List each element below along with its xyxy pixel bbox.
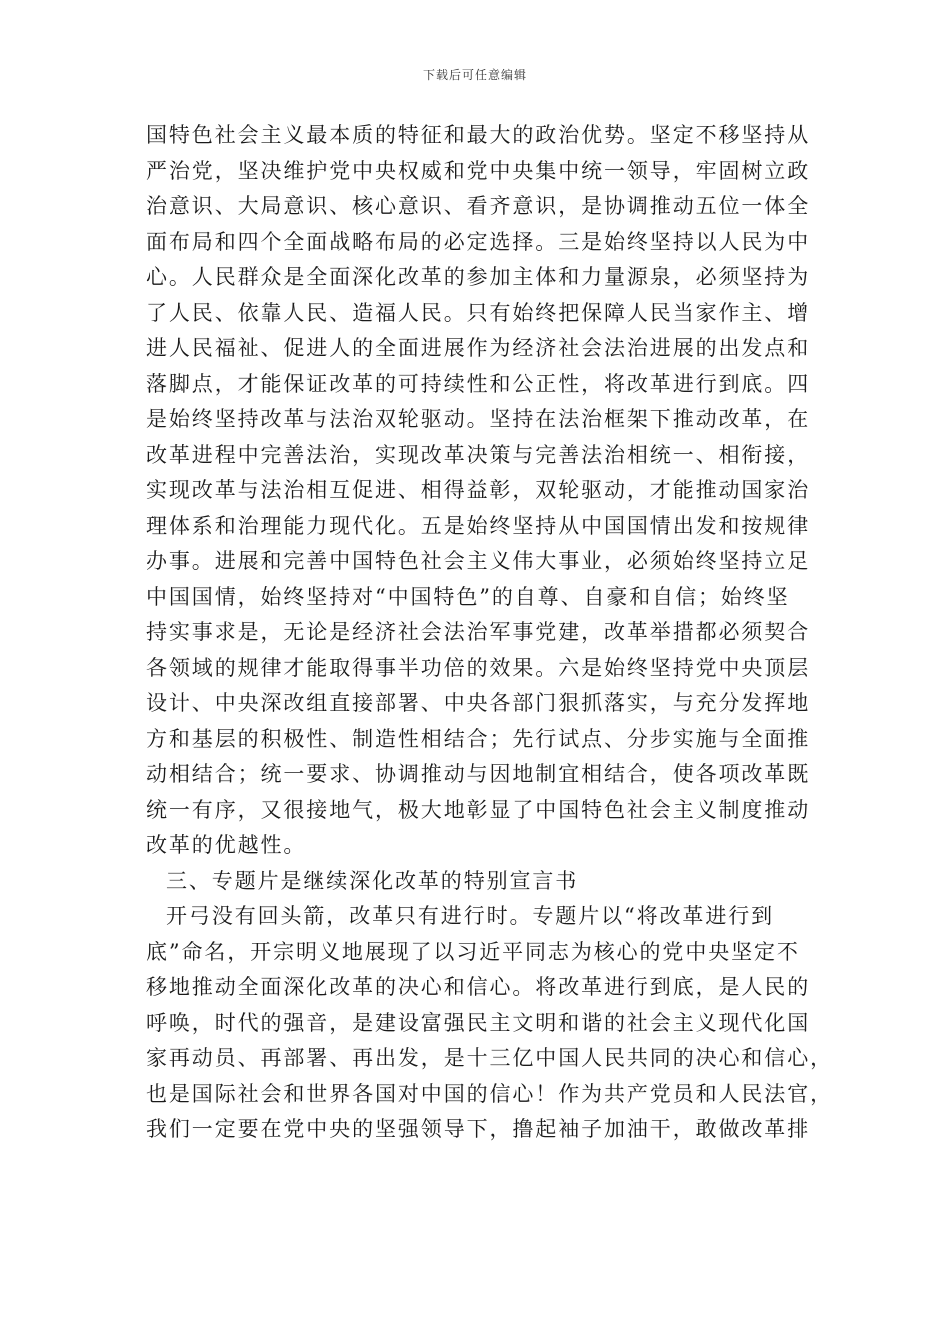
text-line: 改革进程中完善法治，实现改革决策与完善法治相统一、相衔接， — [146, 442, 811, 467]
text-line: 改革的优越性。 — [146, 833, 307, 857]
text-line: 严治党，坚决维护党中央权威和党中央集中统一领导，牢固树立政 — [146, 158, 811, 183]
text-line: 落脚点，才能保证改革的可持续性和公正性，将改革进行到底。四 — [146, 371, 811, 396]
text-line: 进人民福祉、促进人的全面进展作为经济社会法治进展的出发点和 — [146, 336, 811, 360]
text-line: 办事。进展和完善中国特色社会主义伟大事业，必须始终坚持立足 — [146, 549, 811, 573]
text-line: 家再动员、再部署、再出发，是十三亿中国人民共同的决心和信心， — [146, 1046, 833, 1070]
text-line: 也是国际社会和世界各国对中国的信心！作为共产党员和人民法官， — [146, 1081, 833, 1106]
text-line: 中国国情，始终坚持对“中国特色”的自尊、自豪和自信；始终坚 — [146, 584, 790, 609]
text-line: 了人民、依靠人民、造福人民。只有始终把保障人民当家作主、增 — [146, 300, 811, 325]
text-line: 实现改革与法治相互促进、相得益彰，双轮驱动，才能推动国家治 — [146, 478, 811, 502]
text-line: 呼唤，时代的强音，是建设富强民主文明和谐的社会主义现代化国 — [146, 1010, 811, 1035]
text-line: 心。人民群众是全面深化改革的参加主体和力量源泉，必须坚持为 — [146, 265, 811, 289]
text-line: 理体系和治理能力现代化。五是始终坚持从中国国情出发和按规律 — [146, 513, 811, 538]
text-line: 移地推动全面深化改革的决心和信心。将改革进行到底，是人民的 — [146, 975, 811, 999]
text-line: 开弓没有回头箭，改革只有进行时。专题片以“将改革进行到 — [166, 904, 775, 928]
text-line: 设计、中央深改组直接部署、中央各部门狠抓落实，与充分发挥地 — [146, 691, 811, 715]
header-note: 下载后可任意编辑 — [422, 68, 527, 82]
text-line: 底”命名，开宗明义地展现了以习近平同志为核心的党中央坚定不 — [146, 939, 800, 964]
text-line: 动相结合；统一要求、协调推动与因地制宜相结合，使各项改革既 — [146, 762, 811, 786]
text-line: 我们一定要在党中央的坚强领导下，撸起袖子加油干，敢做改革排 — [146, 1117, 811, 1141]
text-line: 各领域的规律才能取得事半功倍的效果。六是始终坚持党中央顶层 — [146, 655, 811, 680]
text-line: 国特色社会主义最本质的特征和最大的政治优势。坚定不移坚持从 — [146, 123, 811, 147]
text-line: 持实事求是，无论是经济社会法治军事党建，改革举措都必须契合 — [146, 620, 811, 644]
text-line: 是始终坚持改革与法治双轮驱动。坚持在法治框架下推动改革，在 — [146, 407, 811, 431]
text-line: 治意识、大局意识、核心意识、看齐意识，是协调推动五位一体全 — [146, 194, 811, 218]
text-line: 统一有序，又很接地气，极大地彰显了中国特色社会主义制度推动 — [146, 797, 811, 822]
section-heading: 三、专题片是继续深化改革的特别宣言书 — [166, 868, 579, 893]
text-line: 方和基层的积极性、制造性相结合；先行试点、分步实施与全面推 — [146, 726, 811, 751]
body-text — [146, 118, 833, 1148]
text-line: 面布局和四个全面战略布局的必定选择。三是始终坚持以人民为中 — [146, 229, 811, 254]
